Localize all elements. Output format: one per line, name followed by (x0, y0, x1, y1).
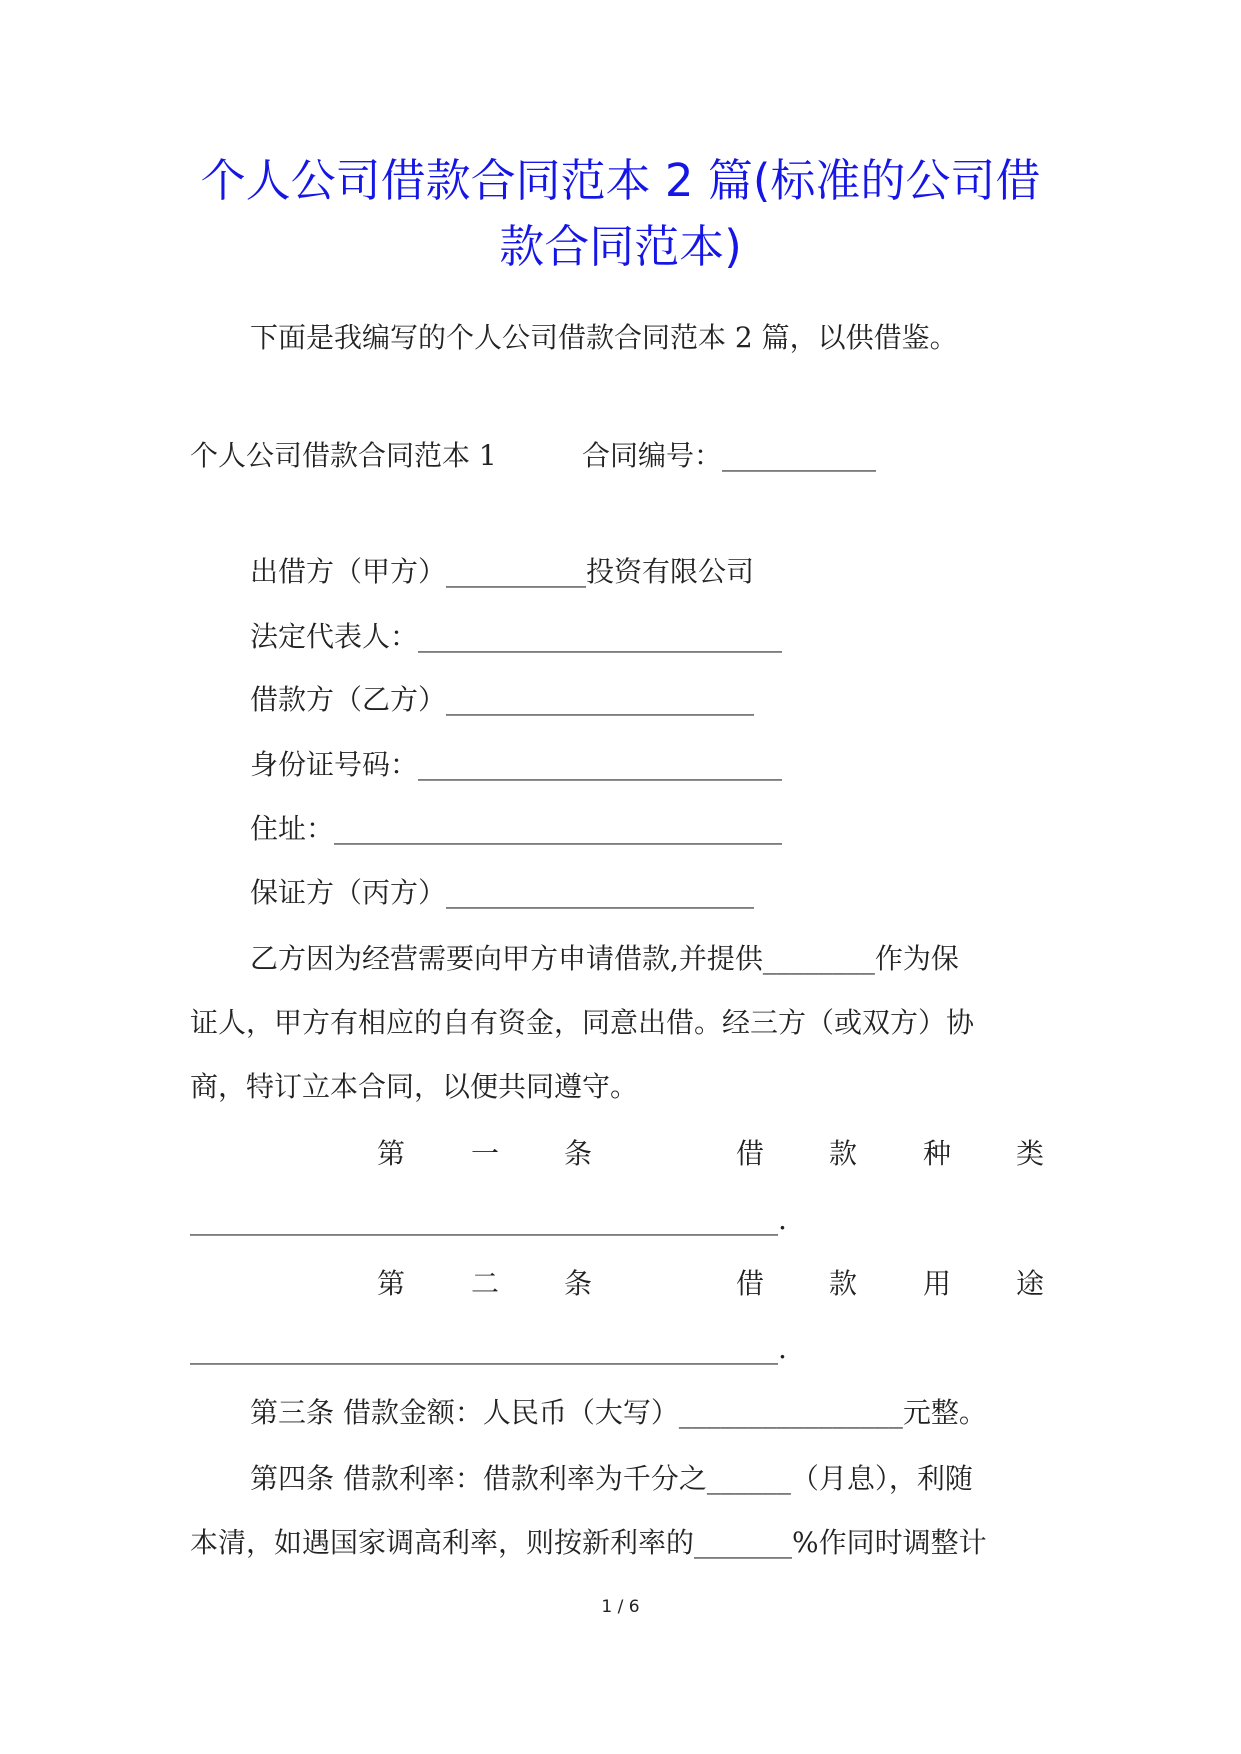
article-2-char: 借 (736, 1267, 765, 1300)
contract-number-field: 合同编号：___________ (582, 439, 877, 472)
legal-representative-field: 法定代表人：__________________________ (250, 620, 783, 653)
borrower-field: 借款方（乙方）______________________ (250, 683, 755, 716)
preamble-line-2: 证人，甲方有相应的自有资金，同意出借。经三方（或双方）协 (190, 1006, 975, 1039)
contract-heading: 个人公司借款合同范本 1 (190, 439, 497, 472)
title-line-2: 款合同范本) (499, 220, 742, 273)
preamble-line-3: 商，特订立本合同，以便共同遵守。 (190, 1070, 639, 1103)
page-number: 1 / 6 (601, 1597, 640, 1617)
article-1-char: 款 (829, 1137, 858, 1170)
article-4-line-1: 第四条 借款利率：借款利率为千分之______（月息），利随 (250, 1462, 973, 1495)
article-2-char: 用 (923, 1267, 952, 1300)
article-1-char: 一 (471, 1137, 500, 1170)
intro-paragraph: 下面是我编写的个人公司借款合同范本 2 篇，以供借鉴。 (250, 321, 958, 354)
article-1-blank: __________________________________________. (190, 1203, 787, 1236)
id-number-field: 身份证号码：__________________________ (250, 748, 783, 781)
article-2-char: 条 (564, 1267, 593, 1300)
article-2-char: 第 (377, 1267, 406, 1300)
article-1-char: 借 (736, 1137, 765, 1170)
article-1-char: 种 (923, 1137, 952, 1170)
preamble-line-1: 乙方因为经营需要向甲方申请借款,并提供________作为保 (250, 942, 959, 975)
lender-field: 出借方（甲方）__________投资有限公司 (250, 555, 755, 588)
article-4-line-2: 本清，如遇国家调高利率，则按新利率的_______%作同时调整计 (190, 1526, 987, 1559)
article-1-char: 第 (377, 1137, 406, 1170)
article-1-char: 类 (1016, 1137, 1045, 1170)
title-line-1: 个人公司借款合同范本 2 篇(标准的公司借 (200, 154, 1041, 207)
article-1-char: 条 (564, 1137, 593, 1170)
article-2-char: 二 (471, 1267, 500, 1300)
article-2-char: 款 (829, 1267, 858, 1300)
article-2-char: 途 (1016, 1267, 1045, 1300)
article-3: 第三条 借款金额：人民币（大写）________________元整。 (250, 1396, 987, 1429)
article-2-blank: __________________________________________. (190, 1332, 787, 1365)
document-title (150, 148, 1091, 280)
guarantor-field: 保证方（丙方）______________________ (250, 876, 755, 909)
address-field: 住址：________________________________ (250, 812, 783, 845)
